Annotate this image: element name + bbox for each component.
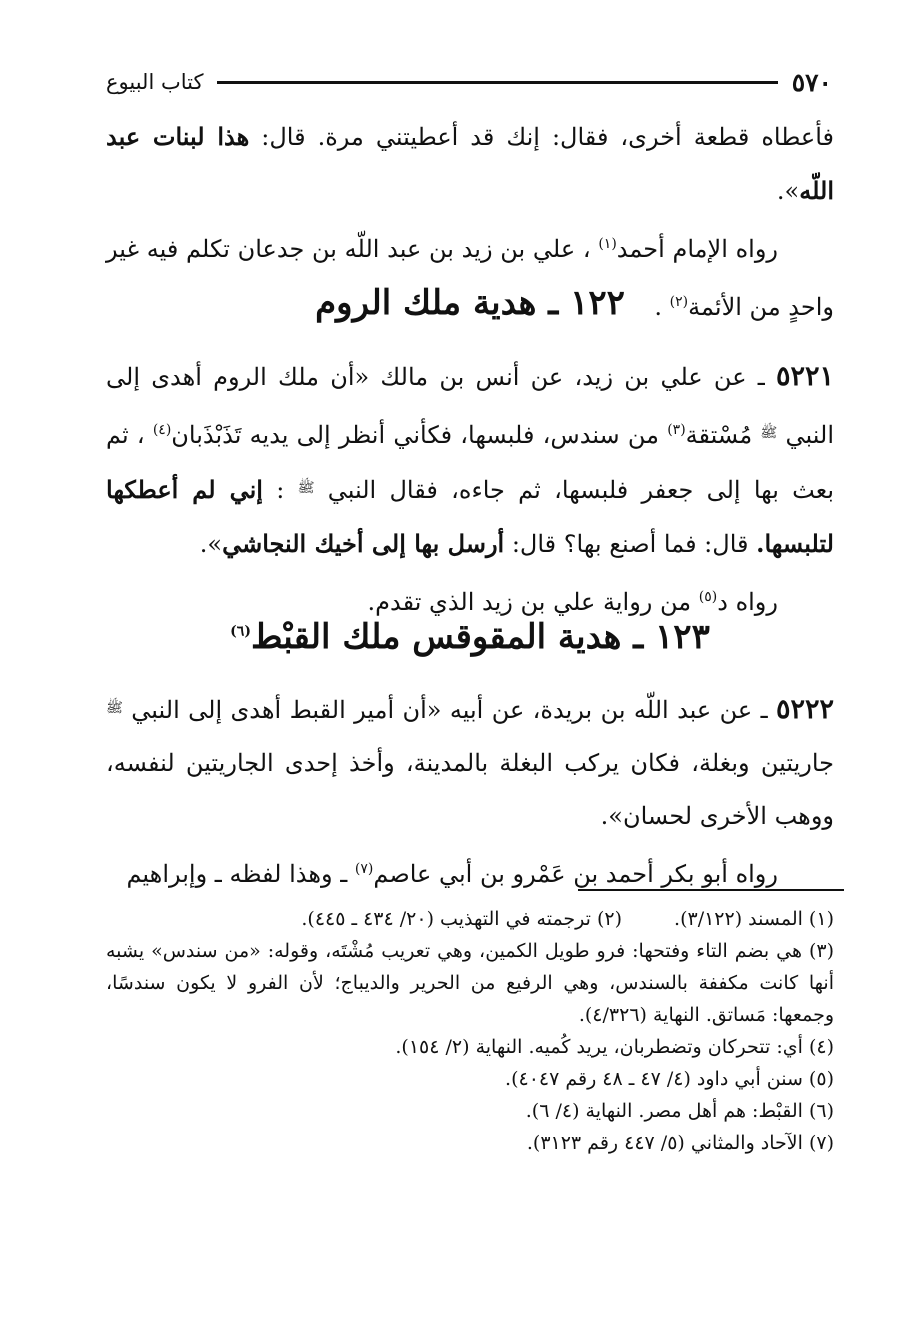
- footnote-row: [106, 903, 834, 935]
- intro-line: [106, 110, 834, 218]
- section-title-122: ١٢٢ ـ هدية ملك الروم: [315, 283, 625, 323]
- narration-a: رواه د: [717, 588, 778, 616]
- hadith-text-b: مُسْتقة: [685, 421, 761, 449]
- running-title: كتاب البيوع: [106, 70, 204, 94]
- footnote-7: (٧) الآحاد والمثاني (٥/ ٤٤٧ رقم ٣١٢٣).: [526, 1132, 834, 1154]
- intro-narration-a: رواه الإمام أحمد: [616, 235, 778, 263]
- footnote-4: (٤) أي: تتحركان وتضطربان، يريد كُميه. النهاية (٢/ ١٥٤).: [395, 1036, 834, 1058]
- salla-glyph: ﷺ: [760, 425, 778, 441]
- section-title-123: [106, 617, 834, 657]
- page-header: [106, 62, 832, 102]
- footnote-ref-4: (٤): [152, 422, 172, 438]
- narration-b: من رواية علي بن زيد الذي تقدم.: [367, 588, 699, 616]
- footnote-ref-1: (١): [598, 236, 617, 252]
- hadith-text-a: ـ عن علي بن زيد، عن أنس بن مالك «أن ملك الروم أهدى إلى النبي: [106, 363, 834, 449]
- narration-a: رواه أبو بكر أحمد بن عَمْرو بن أبي عاصم: [373, 860, 778, 888]
- footnote-ref-5: (٥): [698, 589, 718, 605]
- intro-text-a: فأعطاه قطعة أخرى، فقال: إنك قد أعطيتني مرة. قال:: [249, 123, 834, 151]
- hadith-text-b: جاريتين وبغلة، فكان يركب البغلة بالمدينة، وأخذ إحدى الجاريتين لنفسه، ووهب الأخرى لحسان».: [106, 749, 834, 830]
- narration-b: ـ وهذا لفظه ـ وإبراهيم: [126, 860, 355, 888]
- hadith-number: ٥٢٢١: [775, 361, 834, 392]
- footnote-ref-6: (٦): [230, 623, 251, 640]
- hadith-5221-text: [106, 350, 834, 571]
- hadith-5222-text: [106, 682, 834, 843]
- footnote-5: (٥) سنن أبي داود (٤/ ٤٧ ـ ٤٨ رقم ٤٠٤٧).: [505, 1068, 834, 1090]
- hadith-5221: [106, 350, 834, 629]
- hadith-text-g: ».: [199, 530, 223, 558]
- hadith-bold-quote: أرسل بها إلى أخيك النجاشي: [222, 529, 505, 558]
- footnote-ref-2: (٢): [669, 294, 689, 310]
- hadith-5222-narration: [106, 843, 834, 901]
- intro-bold-quote: هذا لبنات عبد اللّه: [106, 122, 834, 205]
- salla-glyph: ﷺ: [297, 480, 315, 496]
- hadith-bold-quote: إني لم أعطكها لتلبسها.: [106, 475, 834, 558]
- footnote-3: (٣) هي بضم التاء وفتحها: فرو طويل الكمين، وهي تعريب مُشْتَه، وقوله: «من سندس» يشبه أنها كانت مكففة بالسندس، وهي الرفيع من الحرير والديباج؛ لأن الفرو لا يكون سندسًا، وجمعها: مَساتق. النهاية (٤/٣٢٦).: [106, 940, 834, 1026]
- footnote-1: (١) المسند (٣/١٢٢).: [674, 908, 834, 930]
- hadith-text-c: من سندس، فلبسها، فكأني أنظر إلى يديه تَذَبْذَبان: [171, 421, 668, 449]
- hadith-5222: [106, 682, 834, 901]
- footnote-2: (٢) ترجمته في التهذيب (٢٠/ ٤٣٤ ـ ٤٤٥).: [301, 908, 623, 930]
- footnote-ref-7: (٧): [354, 861, 374, 877]
- hadith-text-f: قال: فما أصنع بها؟ قال:: [504, 530, 757, 558]
- page-number: ٥٧٠: [791, 67, 832, 97]
- footnote-6: (٦) القبْط: هم أهل مصر. النهاية (٤/ ٦).: [525, 1100, 834, 1122]
- footnote-ref-3: (٣): [667, 422, 686, 438]
- intro-narration-end: .: [654, 293, 670, 321]
- intro-narration-b: ، علي بن زيد بن عبد اللّه بن جدعان تكلم فيه غير واحدٍ من الأئمة: [106, 235, 834, 321]
- hadith-text-e: :: [262, 476, 298, 504]
- hadith-number: ٥٢٢٢: [775, 694, 834, 725]
- section-title-text: ١٢٣ ـ هدية المقوقس ملك القبْط: [250, 617, 710, 657]
- salla-glyph: ﷺ: [106, 700, 123, 716]
- hadith-text-a: ـ عن عبد اللّه بن بريدة، عن أبيه «أن أمير القبط أهدى إلى النبي: [122, 696, 776, 724]
- intro-text-end: ».: [776, 177, 800, 205]
- hadith-text-d: ، ثم بعث بها إلى جعفر فلبسها، ثم جاءه، فقال النبي: [106, 421, 834, 504]
- header-rule: [217, 81, 777, 84]
- footnotes: [106, 903, 834, 1159]
- footnote-separator: [578, 889, 844, 891]
